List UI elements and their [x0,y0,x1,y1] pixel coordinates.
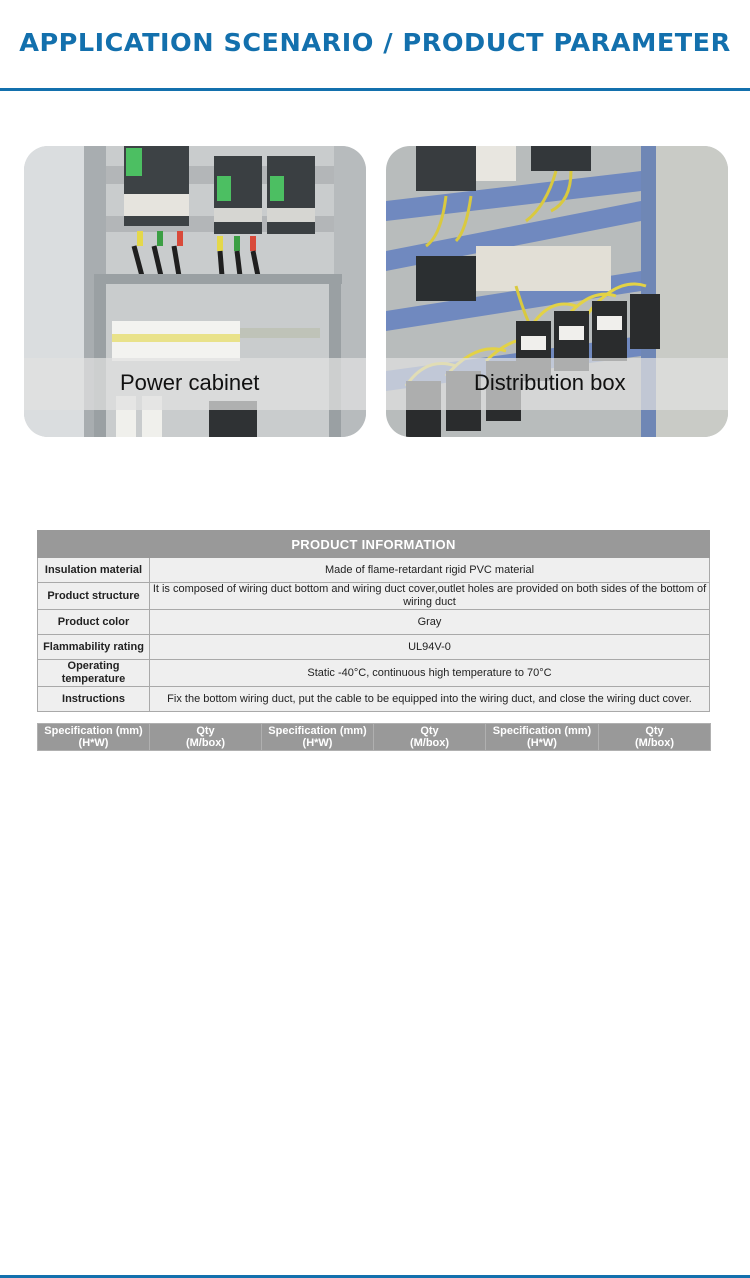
info-row [38,610,710,635]
info-value: Static -40°C, continuous high temperature to 70°C [150,660,710,687]
info-value: UL94V-0 [150,635,710,660]
spec-header-cell: Specification (mm) (H*W) [38,724,150,751]
scenario-card-distribution-box [386,146,728,437]
scenario-card-power-cabinet [24,146,366,437]
info-value: Gray [150,610,710,635]
info-key: Operating temperature [38,660,150,687]
spec-header-cell: Specification (mm) (H*W) [262,724,374,751]
product-information-table [37,530,710,712]
info-key: Insulation material [38,558,150,583]
info-row [38,583,710,610]
info-value: Made of flame-retardant rigid PVC material [150,558,710,583]
qty-header-cell: Qty (M/box) [599,724,711,751]
info-row [38,558,710,583]
page-title: APPLICATION SCENARIO / PRODUCT PARAMETER [19,28,731,57]
specification-table [37,723,711,751]
info-key: Product color [38,610,150,635]
qty-header-cell: Qty (M/box) [374,724,486,751]
info-row [38,660,710,687]
info-row [38,635,710,660]
spec-header-cell: Specification (mm) (H*W) [486,724,599,751]
info-value: Fix the bottom wiring duct, put the cable to be equipped into the wiring duct, and close the wiring duct cover. [150,687,710,712]
qty-header-cell: Qty (M/box) [150,724,262,751]
info-row [38,687,710,712]
info-value: It is composed of wiring duct bottom and wiring duct cover,outlet holes are provided on both sides of the bottom of wiring duct [150,583,710,610]
info-key: Instructions [38,687,150,712]
info-key: Product structure [38,583,150,610]
product-information-title: PRODUCT INFORMATION [38,531,710,558]
title-divider [0,88,750,91]
info-key: Flammability rating [38,635,150,660]
spec-header-row [38,724,711,751]
scenario-caption: Distribution box [474,370,626,395]
scenario-caption: Power cabinet [120,370,260,395]
